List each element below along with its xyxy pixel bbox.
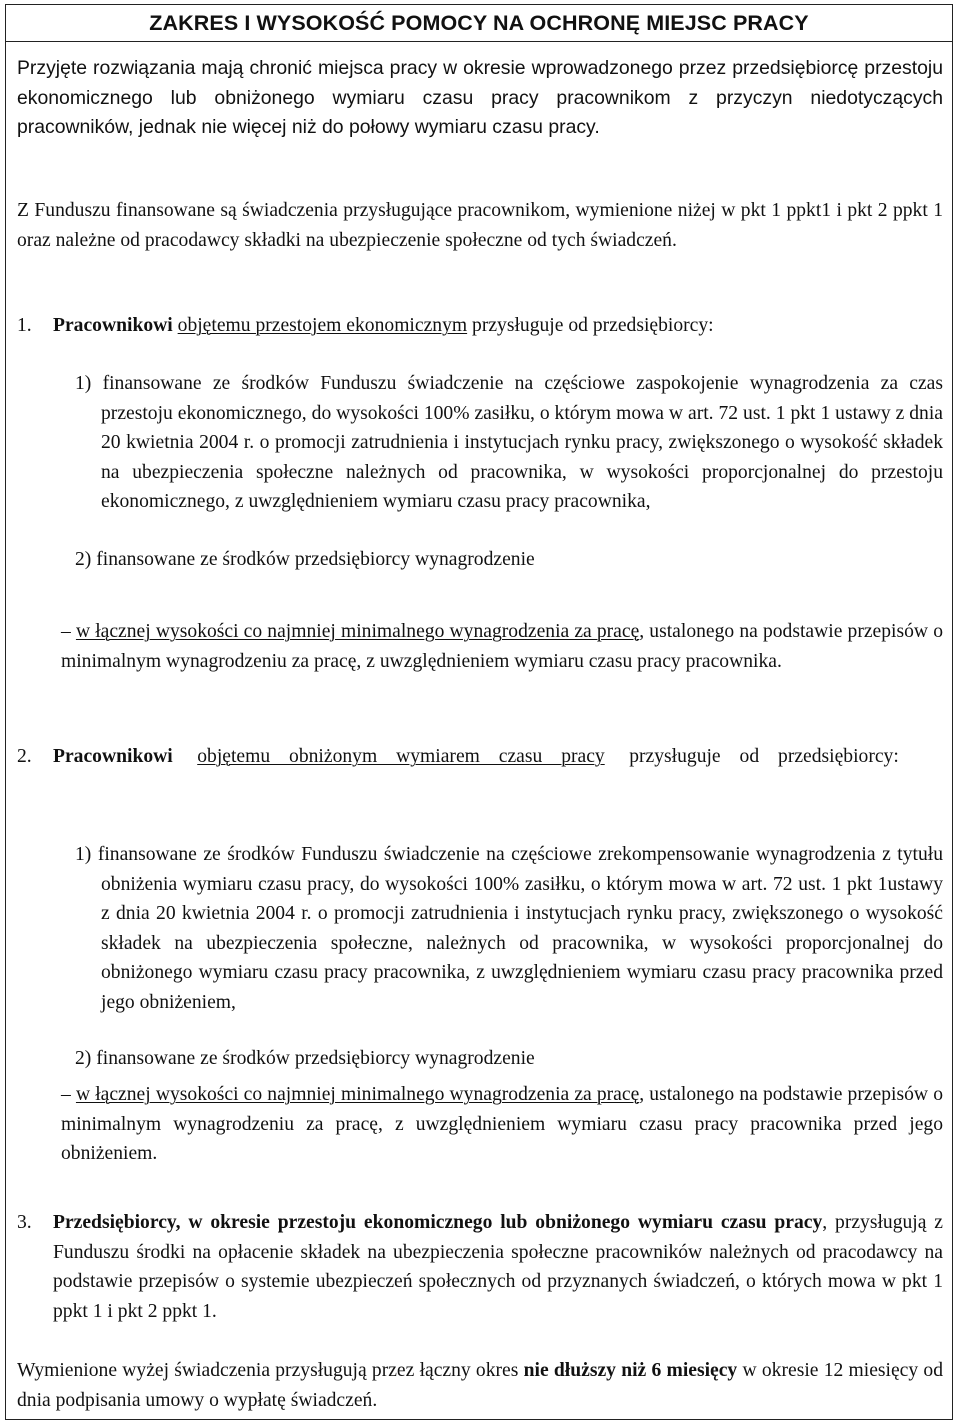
document-title-box xyxy=(5,4,953,42)
section-2-number: 2. xyxy=(17,746,32,767)
section-1-dash-rest: , ustalonego na podstawie przepisów o minimalnym wynagrodzeniu za pracę, z uwzględnieniem wymiaru czasu pracy pracownika. xyxy=(61,621,943,672)
section-1-lead-underlined: objętemu przestojem ekonomicznym xyxy=(177,315,468,336)
section-1-item-1 xyxy=(75,369,943,517)
document-title: ZAKRES I WYSOKOŚĆ POMOCY NA OCHRONĘ MIEJSC PRACY xyxy=(149,10,809,35)
section-2-item-1 xyxy=(75,840,943,1017)
section-2-lead-underlined: objętemu obniżonym wymiarem czasu pracy xyxy=(197,746,605,767)
intro-paragraph: Przyjęte rozwiązania mają chronić miejsca pracy w okresie wprowadzonego przez przedsiębiorcę przestoju ekonomicznego lub obniżonego wymiaru czasu pracy pracownikom z przyczyn niedotyczących pracowników, jednak nie więcej niż do połowy wymiaru czasu pracy. xyxy=(17,57,943,138)
fund-paragraph: Z Funduszu finansowane są świadczenia przysługujące pracownikom, wymienione niżej w pkt 1 ppkt1 i pkt 2 ppkt 1 oraz należne od pracodawcy składki na ubezpieczenie społeczne od tych świadczeń. xyxy=(17,200,943,251)
section-1-dash-paragraph xyxy=(61,617,943,676)
section-2-lead xyxy=(53,742,943,772)
closing-text-before: Wymienione wyżej świadczenia przysługują przez łączny okres xyxy=(17,1360,519,1381)
closing-text-bold: nie dłuższy niż 6 miesięcy xyxy=(523,1360,738,1381)
section-1-dash: – xyxy=(61,621,71,642)
section-1-number: 1. xyxy=(17,315,32,336)
section-1-item-2: 2) finansowane ze środków przedsiębiorcy wynagrodzenie xyxy=(75,549,535,570)
section-2-dash: – xyxy=(61,1084,71,1105)
section-3-lead-bold: Przedsiębiorcy, w okresie przestoju ekonomicznego lub obniżonego wymiaru czasu pracy xyxy=(53,1212,823,1233)
section-1-lead-bold: Pracownikowi xyxy=(53,315,173,336)
section-3-lead-rest: , przysługują z Funduszu środki na opłacenie składek na ubezpieczenia społeczne pracowników należnych od pracodawcy na podstawie przepisów o systemie ubezpieczeń społecznych od przyznanych świadczeń, o których mowa w pkt 1 ppkt 1 i pkt 2 ppkt 1. xyxy=(53,1212,943,1322)
section-3-paragraph xyxy=(53,1208,943,1326)
section-1-lead xyxy=(53,311,943,341)
section-1-lead-rest: przysługuje od przedsiębiorcy: xyxy=(472,315,714,336)
section-1-item-1-text: 1) finansowane ze środków Funduszu świadczenie na częściowe zaspokojenie wynagrodzenia za czas przestoju ekonomicznego, do wysokości 100% zasiłku, o którym mowa w art. 72 ust. 1 pkt 1 ustawy z dnia 20 kwietnia 2004 r. o promocji zatrudnienia i instytucjach rynku pracy, zwiększonego o wysokość składek na ubezpieczenia społeczne należnych od pracownika, w wysokości proporcjonalnej do przestoju ekonomicznego, z uwzględnieniem wymiaru czasu pracy pracownika, xyxy=(75,373,943,512)
closing-paragraph xyxy=(17,1356,943,1415)
section-1-dash-underlined: w łącznej wysokości co najmniej minimalnego wynagrodzenia za pracę xyxy=(75,621,640,642)
section-2-item-1-text: 1) finansowane ze środków Funduszu świadczenie na częściowe zrekompensowanie wynagrodzenia z tytułu obniżenia wymiaru czasu pracy, do wysokości 100% zasiłku, o którym mowa w art. 72 ust. 1 pkt 1ustawy z dnia 20 kwietnia 2004 r. o promocji zatrudnienia i instytucjach rynku pracy, zwiększonego o wysokość składek na ubezpieczenia społeczne, należnych od pracownika, w wysokości proporcjonalnej do obniżonego wymiaru czasu pracy pracownika, z uwzględnieniem wymiaru czasu pracy pracownika przed jego obniżeniem, xyxy=(75,844,943,1013)
section-3-number: 3. xyxy=(17,1212,32,1233)
section-2-dash-rest: , ustalonego na podstawie przepisów o minimalnym wynagrodzeniu za pracę, z uwzględnieniem wymiaru czasu pracy pracownika przed jego obniżeniem. xyxy=(61,1084,943,1164)
closing-text-after: w okresie 12 miesięcy od dnia podpisania umowy o wypłatę świadczeń. xyxy=(17,1360,943,1411)
section-2-item-2: 2) finansowane ze środków przedsiębiorcy wynagrodzenie xyxy=(75,1048,535,1069)
section-2-lead-bold: Pracownikowi xyxy=(53,746,173,767)
section-2-lead-rest: przysługuje od przedsiębiorcy: xyxy=(629,746,899,767)
section-2-dash-paragraph xyxy=(61,1080,943,1169)
section-2-dash-underlined: w łącznej wysokości co najmniej minimalnego wynagrodzenia za pracę xyxy=(75,1084,640,1105)
